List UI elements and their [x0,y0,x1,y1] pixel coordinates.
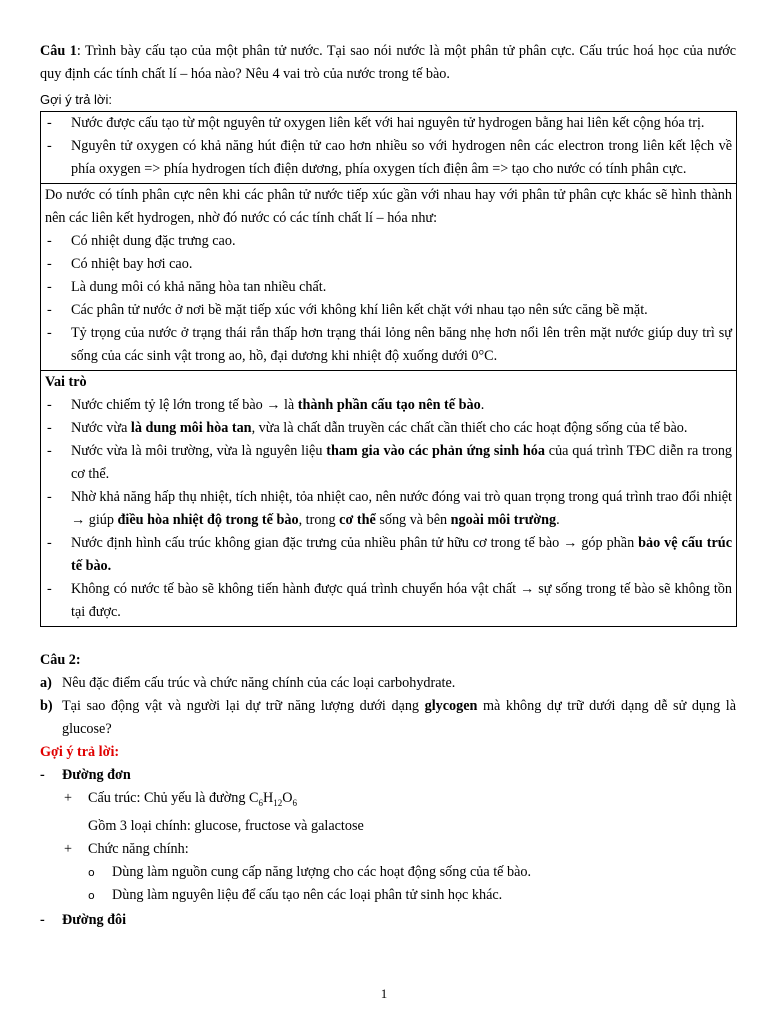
answer-row-structure [41,112,737,184]
answer-row-properties [41,184,737,371]
monosaccharide-heading: - Đường đơn [40,767,131,783]
dash-bullet: - [47,325,52,341]
structure-item: + Cấu trúc: Chủ yếu là đường $C_6H_{12}O_6$ [64,790,297,808]
question-1-hint: Gợi ý trả lời: [40,92,112,107]
document-page [40,40,736,932]
dash-bullet: - [47,443,52,459]
question-2b: b) Tại sao động vật và người lại dự trữ năng lượng dưới dạng glycogen mà không dự trữ dưới dạng dễ sử dụng là glucose? [40,698,736,737]
question-2-label: Câu 2: [40,652,81,668]
list-item: - Có nhiệt dung đặc trưng cao. [45,230,732,253]
dash-bullet: - [47,581,52,597]
list-item: - Nước vừa là môi trường, vừa là nguyên liệu tham gia vào các phản ứng sinh hóa của quá trình TĐC diễn ra trong cơ thể. [45,440,732,486]
answer-cell-structure [41,112,737,184]
properties-intro: Do nước có tính phân cực nên khi các phân tử nước tiếp xúc gần với nhau hay với phân tử phân cực khác sẽ hình thành nên các liên kết hydrogen, nhờ đó nước có các tính chất lí – hóa như: [45,187,732,226]
list-item: - Nước vừa là dung môi hòa tan, vừa là chất dẫn truyền các chất cần thiết cho các hoạt động sống của tế bào. [45,417,732,440]
answer-table [40,111,737,627]
disaccharide-heading: - Đường đôi [40,911,127,928]
question-1 [40,40,736,86]
list-item: - Các phân tử nước ở nơi bề mặt tiếp xúc với không khí liên kết chặt với nhau tạo nên sức căng bề mặt. [45,299,732,322]
answer-cell-roles [41,371,737,627]
question-1-text: : Trình bày cấu tạo của một phân tử nước. Tại sao nói nước là một phân tử phân cực. Cấu trúc hoá học của nước quy định các tính chất lí – hóa nào? Nêu 4 vai trò của nước trong tế bào. [40,43,736,82]
function-item: + Chức năng chính: [64,840,189,857]
answer-row-roles [41,371,737,627]
list-item: - Nước được cấu tạo từ một nguyên tử oxygen liên kết với hai nguyên tử hydrogen bằng hai liên kết cộng hóa trị. [45,112,732,135]
question-1-label: Câu 1 [40,43,77,59]
dash-bullet: - [47,302,52,318]
dash-bullet: - [47,138,52,154]
dash-bullet: - [47,397,52,413]
dash-bullet: - [47,489,52,505]
question-2a: a) Nêu đặc điểm cấu trúc và chức năng chính của các loại carbohydrate. [40,675,456,691]
dash-bullet: - [47,115,52,131]
dash-bullet: - [47,535,52,551]
answer-cell-properties [41,184,737,371]
function-subitem: o Dùng làm nguồn cung cấp năng lượng cho các hoạt động sống của tế bào. [88,863,532,880]
list-item: - Tỷ trọng của nước ở trạng thái rắn thấp hơn trạng thái lỏng nên băng nhẹ hơn nổi lên trên mặt nước giúp duy trì sự sống của các sinh vật trong ao, hồ, đại dương khi nhiệt độ xuống dưới 0°C. [45,322,732,368]
dash-bullet: - [47,279,52,295]
dash-bullet: - [47,420,52,436]
list-item: - Nguyên tử oxygen có khả năng hút điện tử cao hơn nhiều so với hydrogen nên các electron trong liên kết lệch về phía oxygen => phía hydrogen tích điện dương, phía oxygen tích điện âm => tạo cho nước có tính phân cực. [45,135,732,181]
list-item: - Có nhiệt bay hơi cao. [45,253,732,276]
dash-bullet: - [47,256,52,272]
page-number: 1 [380,986,388,1001]
dash-bullet: - [47,233,52,249]
list-item: - Nước định hình cấu trúc không gian đặc trưng của nhiều phân tử hữu cơ trong tế bào → góp phần bảo vệ cấu trúc tế bào. [45,532,732,578]
list-item: - Nước chiếm tỷ lệ lớn trong tế bào → là thành phần cấu tạo nên tế bào. [45,394,732,417]
roles-title: Vai trò [45,374,87,390]
list-item: - Không có nước tế bào sẽ không tiến hành được quá trình chuyển hóa vật chất → sự sống trong tế bào sẽ không tồn tại được. [45,578,732,624]
list-item: - Là dung môi có khả năng hòa tan nhiều chất. [45,276,732,299]
question-2-hint: Gợi ý trả lời: [40,744,120,760]
list-item: - Nhờ khả năng hấp thụ nhiệt, tích nhiệt, tỏa nhiệt cao, nên nước đóng vai trò quan trọng trong quá trình trao đổi nhiệt → giúp điều hòa nhiệt độ trong tế bào, trong cơ thể sống và bên ngoài môi trường. [45,486,732,532]
function-subitem: o Dùng làm nguyên liệu để cấu tạo nên các loại phân tử sinh học khác. [88,886,503,903]
structure-types: Gồm 3 loại chính: glucose, fructose và galactose [88,817,364,834]
